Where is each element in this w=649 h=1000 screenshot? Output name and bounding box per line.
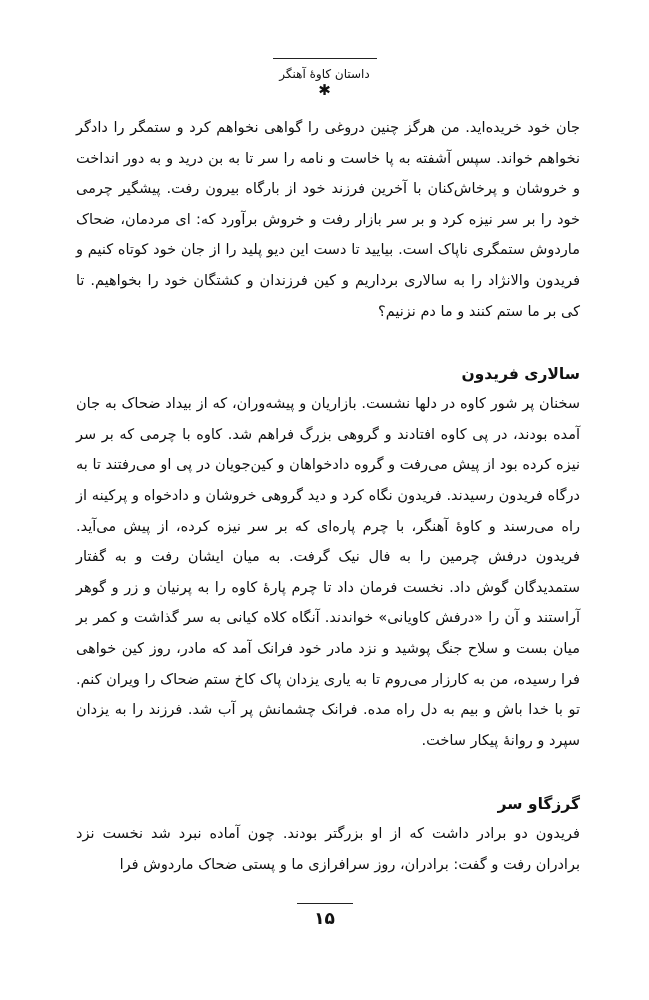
header-rule xyxy=(273,58,377,59)
paragraph-2: سخنان پر شور کاوه در دلها نشست. بازاریان و پیشه‌وران، که از بیداد ضحاک به جان آمده بودند، در پی کاوه افتادند و گروهی بزرگ فراهم شد. کاوه با چرمی که بر سر نیزه کرده بود از پیش می‌رفت و گروه دادخواهان و کین‌جویان در پی او می‌رفتند تا به درگاه فریدون رسیدند. فریدون نگاه کرد و دید گروهی خروشان و دادخواه و پرکینه از راه می‌رسند و کاوهٔ آهنگر، با چرم پاره‌ای که بر سر نیزه کرده، از پیش می‌آید. فریدون درفش چرمین را به فال نیک گرفت. به میان ایشان رفت و به گفتار ستمدیدگان گوش داد. نخست فرمان داد تا چرم پارهٔ کاوه را به پرنیان و زر و گوهر آراستند و آن را «درفش کاویانی» خواندند. آنگاه کلاه کیانی به سر گذاشت و کمر بر میان بست و سلاح جنگ پوشید و نزد مادر خود فرانک آمد که مادر، روز کین خواهی فرا رسیده، من به کارزار می‌روم تا به یاری یزدان پاک کاخ ستم ضحاک را ویران کنم. تو با خدا باش و بیم به دل راه مده. فرانک چشمانش پر آب شد. فرزند را به یزدان سپرد و روانهٔ پیکار ساخت. xyxy=(76,396,580,749)
page-number: ۱۵ xyxy=(314,909,335,929)
footer-rule xyxy=(297,903,353,904)
paragraph-1: جان خود خریده‌اید. من هرگز چنین دروغی را گواهی نخواهم کرد و ستمگر را دادگر نخواهم خواند. سپس آشفته به پا خاست و نامه را سر تا به بن درید و به دور انداخت و خروشان و پرخاش‌کنان با آخرین فرزند خود از بارگاه بیرون رفت. پیشگیر چرمی خود را بر سر نیزه کرد و بر سر بازار رفت و خروش برآورد که: ای مردمان، ضحاک ماردوش ستمگری ناپاک است. بیایید تا دست این دیو پلید را از جان خود کوتاه کنیم و فریدون والانژاد را به سالاری برداریم و کین فرزندان و کشتگان خود را بخواهیم. تا کی بر ما ستم کنند و ما دم نزنیم؟ xyxy=(76,120,580,320)
section-heading-salari-fereydun: سالاری فریدون xyxy=(461,365,580,384)
page-body xyxy=(76,113,580,880)
paragraph-3: فریدون دو برادر داشت که از او بزرگتر بودند. چون آماده نبرد شد نخست نزد برادران رفت و گفت: برادران، روز سرافرازی ما و پستی ضحاک ماردوش فرا xyxy=(76,826,580,873)
running-title: داستان کاوهٔ آهنگر xyxy=(279,67,370,81)
page-footer xyxy=(0,903,649,930)
asterisk-ornament-icon: ✱ xyxy=(318,81,331,99)
section-heading-gorz-gav-sar: گرزگاو سر xyxy=(497,795,580,814)
running-header xyxy=(0,58,649,97)
